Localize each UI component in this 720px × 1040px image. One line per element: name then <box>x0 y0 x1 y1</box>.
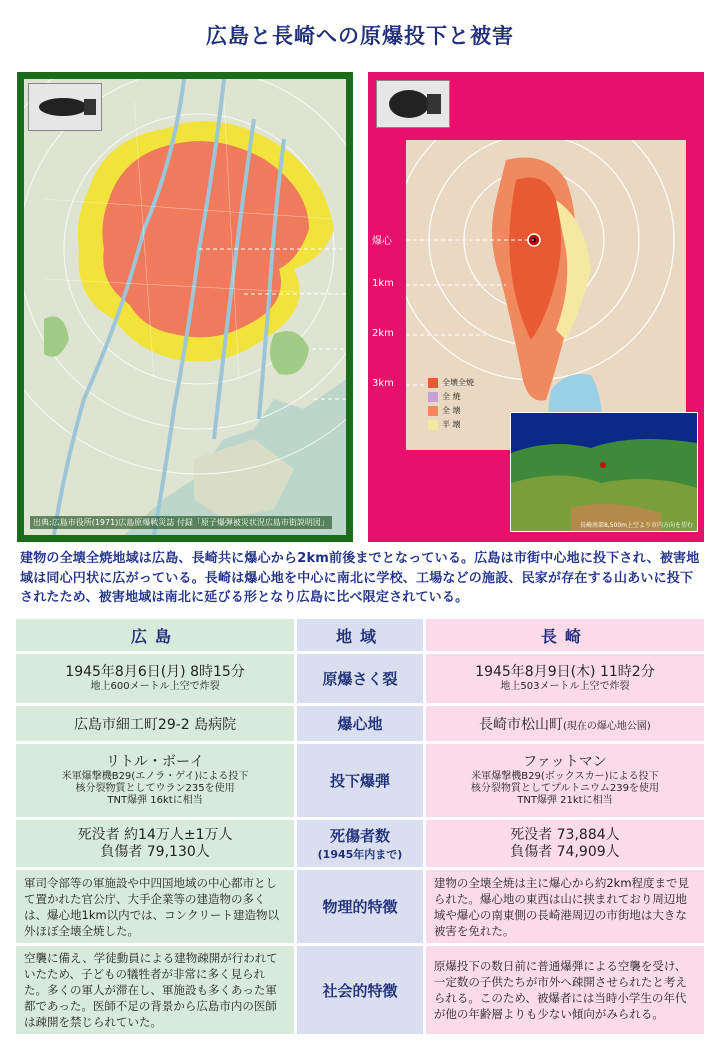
hiroshima-bomb-detail-2: 核分裂物質としてウラン235を使用 <box>75 783 235 794</box>
label-bomb: 投下爆弾 <box>297 744 426 820</box>
hiroshima-injured: 負傷者 79,130人 <box>100 843 210 860</box>
label-hypocenter: 爆心 <box>372 236 392 247</box>
comparison-table <box>16 619 704 1037</box>
hiroshima-social: 空襲に備え、学徒動員による建物疎開が行われていたため、子どもの犠牲者が非常に多く見られた。多くの軍人が滞在し、軍施設も多くあった軍都であった。医師不足の背景から広島市内の医師は疎開を禁じられていた。 <box>16 946 297 1037</box>
hiroshima-casualties <box>16 820 297 870</box>
legend-half-destroy: 半 壊 <box>442 420 461 429</box>
legend-full-burn: 全 焼 <box>442 392 461 401</box>
row-physical <box>16 870 704 946</box>
fat-man-bomb-image <box>376 80 450 128</box>
label-social: 社会的特徴 <box>297 946 426 1037</box>
hiroshima-map <box>24 79 346 535</box>
legend-full-destroy-burn: 全壊全焼 <box>442 378 474 387</box>
nagasaki-map-panel <box>368 72 704 542</box>
header-region: 地域 <box>297 619 426 654</box>
hiroshima-map-panel <box>17 72 353 542</box>
nagasaki-explosion-height: 地上503メートル上空で炸裂 <box>500 681 630 692</box>
header-nagasaki: 長崎 <box>426 619 704 654</box>
label-hypocenter: 爆心地 <box>297 706 426 744</box>
nagasaki-map <box>406 140 686 450</box>
map-source-caption: 出典:広島市役所(1971)広島原爆戦災誌 付録「原子爆弾被災状況広島市街説明図」 <box>30 516 332 529</box>
row-hypocenter <box>16 706 704 744</box>
nagasaki-hypocenter-address: 長崎市松山町 <box>479 716 564 733</box>
hiroshima-dead: 死没者 約14万人±1万人 <box>77 826 233 843</box>
nagasaki-bomb-name: ファットマン <box>523 754 607 770</box>
nagasaki-bomb-detail-3: TNT爆弾 21ktに相当 <box>517 795 613 806</box>
label-3km: 3km <box>372 378 394 389</box>
row-bomb <box>16 744 704 820</box>
row-casualties <box>16 820 704 870</box>
nagasaki-hypocenter <box>426 706 704 744</box>
hiroshima-explosion <box>16 654 297 706</box>
damage-legend <box>442 376 474 432</box>
hiroshima-hypocenter-address: 広島市細工町29-2 島病院 <box>73 716 237 733</box>
hiroshima-hypocenter <box>16 706 297 744</box>
hiroshima-physical: 軍司令部等の軍施設や中四国地域の中心都市として置かれた官公庁、大手企業等の建造物の多くは、爆心地1km以内では、コンクリート建造物以外ほぼ全壊全焼した。 <box>16 870 297 946</box>
label-explosion: 原爆さく裂 <box>297 654 426 706</box>
hiroshima-bomb <box>16 744 297 820</box>
nagasaki-injured: 負傷者 74,909人 <box>510 843 620 860</box>
label-physical: 物理的特徴 <box>297 870 426 946</box>
nagasaki-social: 原爆投下の数日前に普通爆弾による空襲を受け、一定数の子供たちが市外へ疎開させられたと考えられる。このため、被爆者には当時小学生の年代が他の年齢層よりも少ない傾向がみられる。 <box>426 946 704 1037</box>
hiroshima-map-graphic <box>24 79 346 535</box>
nagasaki-hypocenter-note: (現在の爆心地公園) <box>563 720 651 732</box>
label-1km: 1km <box>372 278 394 289</box>
label-casualties <box>297 820 426 870</box>
nagasaki-dead: 死没者 73,884人 <box>510 826 620 843</box>
hiroshima-explosion-height: 地上600メートル上空で炸裂 <box>90 681 220 692</box>
hiroshima-bomb-name: リトル・ボーイ <box>106 754 205 770</box>
label-casualties-sub: (1945年内まで) <box>317 848 403 861</box>
row-social <box>16 946 704 1037</box>
row-explosion <box>16 654 704 706</box>
label-casualties-main: 死傷者数 <box>329 827 390 845</box>
legend-full-destroy: 全 壊 <box>442 406 461 415</box>
nagasaki-physical: 建物の全壊全焼は主に爆心から約2km程度まで見られた。爆心地の東西は山に挟まれており周辺地域や爆心の南東側の長崎港周辺の市街地は大きな被害を免れた。 <box>426 870 704 946</box>
label-2km: 2km <box>372 328 394 339</box>
page-title: 広島と長崎への原爆投下と被害 <box>206 24 514 48</box>
table-header-row <box>16 619 704 654</box>
nagasaki-terrain-view <box>510 412 698 532</box>
nagasaki-casualties <box>426 820 704 870</box>
nagasaki-explosion-time: 1945年8月9日(木) 11時2分 <box>475 664 655 680</box>
nagasaki-bomb-detail-1: 米軍爆撃機B29(ボックスカー)による投下 <box>471 771 659 782</box>
little-boy-bomb-image <box>28 83 102 131</box>
summary-text: 建物の全壊全焼地域は広島、長崎共に爆心から2km前後までとなっている。広島は市街中心地に投下され、被害地域は同心円状に広がっている。長崎は爆心地を中心に南北に学校、工場などの施設、民家が存在する山あいに投下されたため、被害地域は南北に延びる形となり広島に比べ限定されている。 <box>20 551 700 605</box>
header-hiroshima: 広島 <box>16 619 297 654</box>
nagasaki-bomb-detail-2: 核分裂物質としてプルトニウム239を使用 <box>470 783 660 794</box>
nagasaki-bomb <box>426 744 704 820</box>
terrain-caption: 長崎南部8,500m上空より市内方向を望む <box>579 522 693 529</box>
hiroshima-bomb-detail-1: 米軍爆撃機B29(エノラ・ゲイ)による投下 <box>61 771 249 782</box>
nagasaki-explosion <box>426 654 704 706</box>
hiroshima-explosion-time: 1945年8月6日(月) 8時15分 <box>65 664 245 680</box>
hiroshima-bomb-detail-3: TNT爆弾 16ktに相当 <box>107 795 203 806</box>
